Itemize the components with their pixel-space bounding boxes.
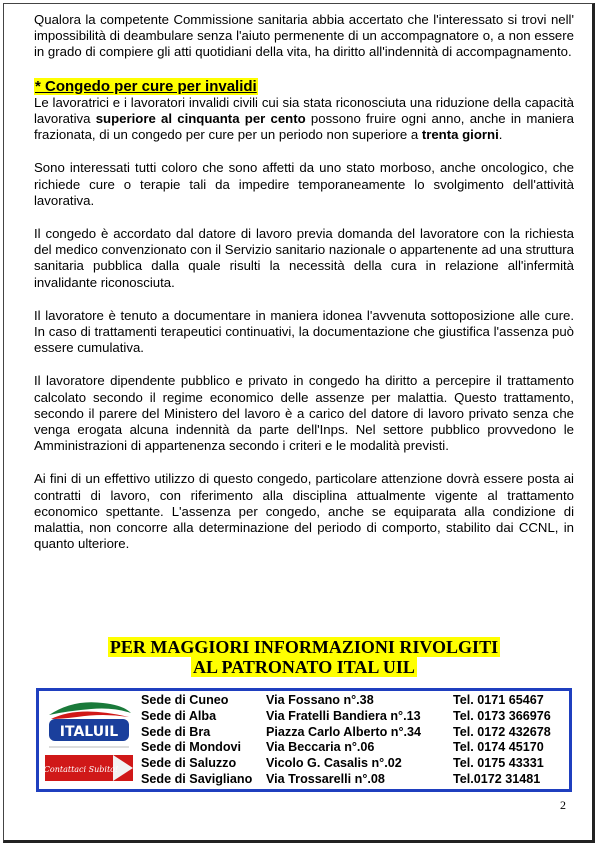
office-phone: Tel. 0172 432678 — [453, 724, 551, 739]
office-name: Sede di Cuneo — [141, 693, 229, 707]
office-name: Sede di Alba — [141, 708, 217, 723]
paragraph-accordato: Il congedo è accordato dal datore di lavoro previa domanda del lavoratore con la richiesta del medico convenzionato con il Servizio sanitario nazionale o appartenente ad una struttura sanitaria pubblica dalla quale risulti la necessità della cura in relazione all'infermità invalidante riconosciuta. — [34, 226, 574, 290]
paragraph-congedo-intro — [34, 95, 574, 144]
office-row — [141, 693, 571, 709]
info-banner — [34, 637, 574, 677]
office-address: Via Fossano n°.38 — [266, 693, 374, 707]
office-address: Via Beccaria n°.06 — [266, 740, 375, 755]
office-phone: Tel. 0175 43331 — [453, 756, 544, 771]
office-phone: Tel. 0173 366976 — [453, 708, 551, 723]
paragraph-accompagnamento: Qualora la competente Commissione sanitaria abbia accertato che l'interessato si trovi nell' impossibilità di deambulare senza l'aiuto permenente di un accompagnatore o, a non essere in grado di compiere gli atti quotidiani della vita, ha diritto all'indennità di accompagnamento. — [34, 12, 574, 60]
office-phone: Tel.0172 31481 — [453, 771, 541, 786]
office-row — [141, 725, 571, 741]
paragraph-interessati: Sono interessati tutti coloro che sono affetti da uno stato morboso, anche oncologico, che richiede cure o terapie tali da impedire temporaneamente lo svolgimento dell'attività lavorativa. — [34, 160, 574, 208]
contact-box — [36, 688, 572, 792]
paragraph-documentare: Il lavoratore è tenuto a documentare in maniera idonea l'avvenuta sottoposizione alle cure. In caso di trattamenti terapeutici continuativi, la documentazione che giustifica l'assenza può essere cumulativa. — [34, 307, 574, 356]
office-row — [141, 756, 571, 772]
italuil-logo — [43, 695, 135, 785]
office-name: Sede di Saluzzo — [141, 756, 237, 771]
page-number: 2 — [560, 798, 566, 812]
document-page — [3, 3, 595, 843]
office-phone: Tel. 0174 45170 — [453, 740, 544, 755]
paragraph-contratti: Ai fini di un effettivo utilizzo di questo congedo, particolare attenzione dovrà essere posta ai contratti di lavoro, con riferimento alla disciplina attualmente vigente al trattamento economico spettante. L'assenza per congedo, anche se equiparata alla condizione di malattia, non concorre alla determinazione del periodo di comporto, stabilito dai CCNL, in quanto ulteriore. — [34, 471, 574, 552]
banner-line-1: PER MAGGIORI INFORMAZIONI RIVOLGITI — [109, 637, 499, 657]
office-row — [141, 772, 571, 788]
office-name: Sede di Savigliano — [141, 771, 253, 786]
office-phone: Tel. 0171 65467 — [453, 693, 544, 707]
office-address: Vicolo G. Casalis n°.02 — [266, 756, 402, 771]
office-name: Sede di Mondovi — [141, 740, 242, 755]
office-address: Via Trossarelli n°.08 — [266, 771, 385, 786]
office-name: Sede di Bra — [141, 724, 211, 739]
logo-tagline: Contattaci Subito! — [43, 765, 119, 774]
page-content — [34, 12, 574, 677]
paragraph-trattamento: Il lavoratore dipendente pubblico e privato in congedo ha diritto a percepire il trattamento calcolato secondo il regime economico delle assenze per malattia. Questo trattamento, secondo il parere del Ministero del lavoro è a carico del datore di lavoro privato senza che venga erogata alcuna indennità da parte dell'Inps. Nel settore pubblico provvedono le Amministrazioni di appartenenza secondo i criteri e le modalità previsti. — [34, 373, 574, 454]
office-address: Via Fratelli Bandiera n°.13 — [266, 708, 421, 723]
text-run: . — [498, 127, 503, 143]
text-run: Le lavoratrici e i lavoratori invalidi civili cui sia stata riconosciuta una riduzione della capacità lavorativa — [34, 94, 574, 127]
logo-brand-text: ITALUIL — [59, 724, 119, 740]
section-heading: * Congedo per cure per invalidi — [35, 77, 257, 95]
office-row — [141, 740, 571, 756]
text-run: possono fruire ogni anno, anche in maniera frazionata, di un congedo per cure per un periodo non superiore a — [34, 111, 574, 143]
banner-line-2: AL PATRONATO ITAL UIL — [193, 657, 415, 677]
bold-run: trenta giorni — [421, 127, 499, 143]
office-list — [141, 693, 571, 788]
office-row — [141, 709, 571, 725]
office-address: Piazza Carlo Alberto n°.34 — [266, 724, 422, 739]
bold-run: superiore al cinquanta per cento — [95, 111, 306, 127]
